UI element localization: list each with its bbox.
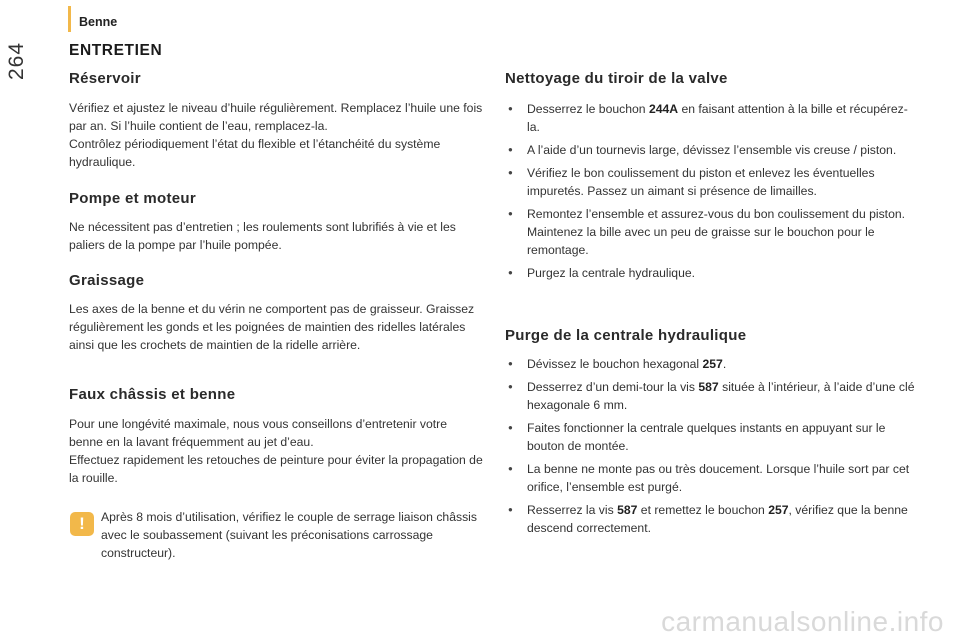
faux-chassis-paragraph-2: Effectuez rapidement les retouches de peinture pour éviter la propagation de la rouille. — [69, 453, 483, 485]
page-number: 264 — [5, 41, 28, 80]
watermark-text: carmanualsonline.info — [661, 606, 944, 637]
warning-icon: ! — [70, 512, 94, 536]
list-item: ● Resserrez la vis 587 et remettez le bouchon 257, vérifiez que la benne descend correctement. — [505, 501, 917, 537]
heading-purge: Purge de la centrale hydraulique — [505, 327, 747, 344]
list-item: ● Vérifiez le bon coulissement du piston et enlevez les éventuelles impuretés. Passez un aimant si présence de limailles. — [505, 164, 917, 200]
heading-graissage: Graissage — [69, 272, 145, 289]
chapter-label: Benne — [79, 15, 118, 29]
heading-nettoyage: Nettoyage du tiroir de la valve — [505, 70, 728, 87]
list-item: ● Desserrez le bouchon 244A en faisant attention à la bille et récupérez-la. — [505, 100, 917, 136]
warning-text: Après 8 mois d’utilisation, vérifiez le couple de serrage liaison châssis avec le soubassement (suivant les préconisations carrossage constructeur). — [101, 510, 477, 560]
list-item: ● Dévissez le bouchon hexagonal 257. — [505, 355, 917, 373]
reservoir-paragraph-1: Vérifiez et ajustez le niveau d’huile régulièrement. Remplacez l’huile une fois par an. Si l’huile contient de l’eau, remplacez-la. — [69, 101, 483, 133]
nettoyage-list — [505, 100, 917, 287]
list-item: ● Purgez la centrale hydraulique. — [505, 264, 917, 282]
reservoir-paragraph-2: Contrôlez périodiquement l’état du flexible et l’étanchéité du système hydraulique. — [69, 137, 441, 169]
graissage-paragraph-1: Les axes de la benne et du vérin ne comportent pas de graisseur. Graissez régulièrement les gonds et les poignées de maintien des ridelles latérales ainsi que les crochets de maintien de la ridelle arrière. — [69, 302, 475, 352]
heading-reservoir: Réservoir — [69, 70, 141, 87]
list-item: ● A l’aide d’un tournevis large, dévissez l’ensemble vis creuse / piston. — [505, 141, 917, 159]
list-item: ● Remontez l’ensemble et assurez-vous du bon coulissement du piston. Maintenez la bille avec un peu de graisse sur le bouchon pour le remontage. — [505, 205, 917, 259]
heading-faux-chassis: Faux châssis et benne — [69, 386, 236, 403]
faux-chassis-paragraph-1: Pour une longévité maximale, nous vous conseillons d’entretenir votre benne en la lavant fréquemment au jet d’eau. — [69, 417, 448, 449]
list-item: ● Faites fonctionner la centrale quelques instants en appuyant sur le bouton de montée. — [505, 419, 917, 455]
page-title: ENTRETIEN — [69, 42, 163, 59]
list-item: ● Desserrez d’un demi-tour la vis 587 située à l’intérieur, à l’aide d’une clé hexagonale 6 mm. — [505, 378, 917, 414]
list-item: ● La benne ne monte pas ou très doucement. Lorsque l’huile sort par cet orifice, l’ensemble est purgé. — [505, 460, 917, 496]
heading-pompe-moteur: Pompe et moteur — [69, 190, 197, 207]
pompe-paragraph-1: Ne nécessitent pas d’entretien ; les roulements sont lubrifiés à vie et les paliers de la pompe par l’huile pompée. — [69, 220, 456, 252]
purge-list — [505, 355, 917, 542]
chapter-accent-bar — [68, 6, 71, 32]
